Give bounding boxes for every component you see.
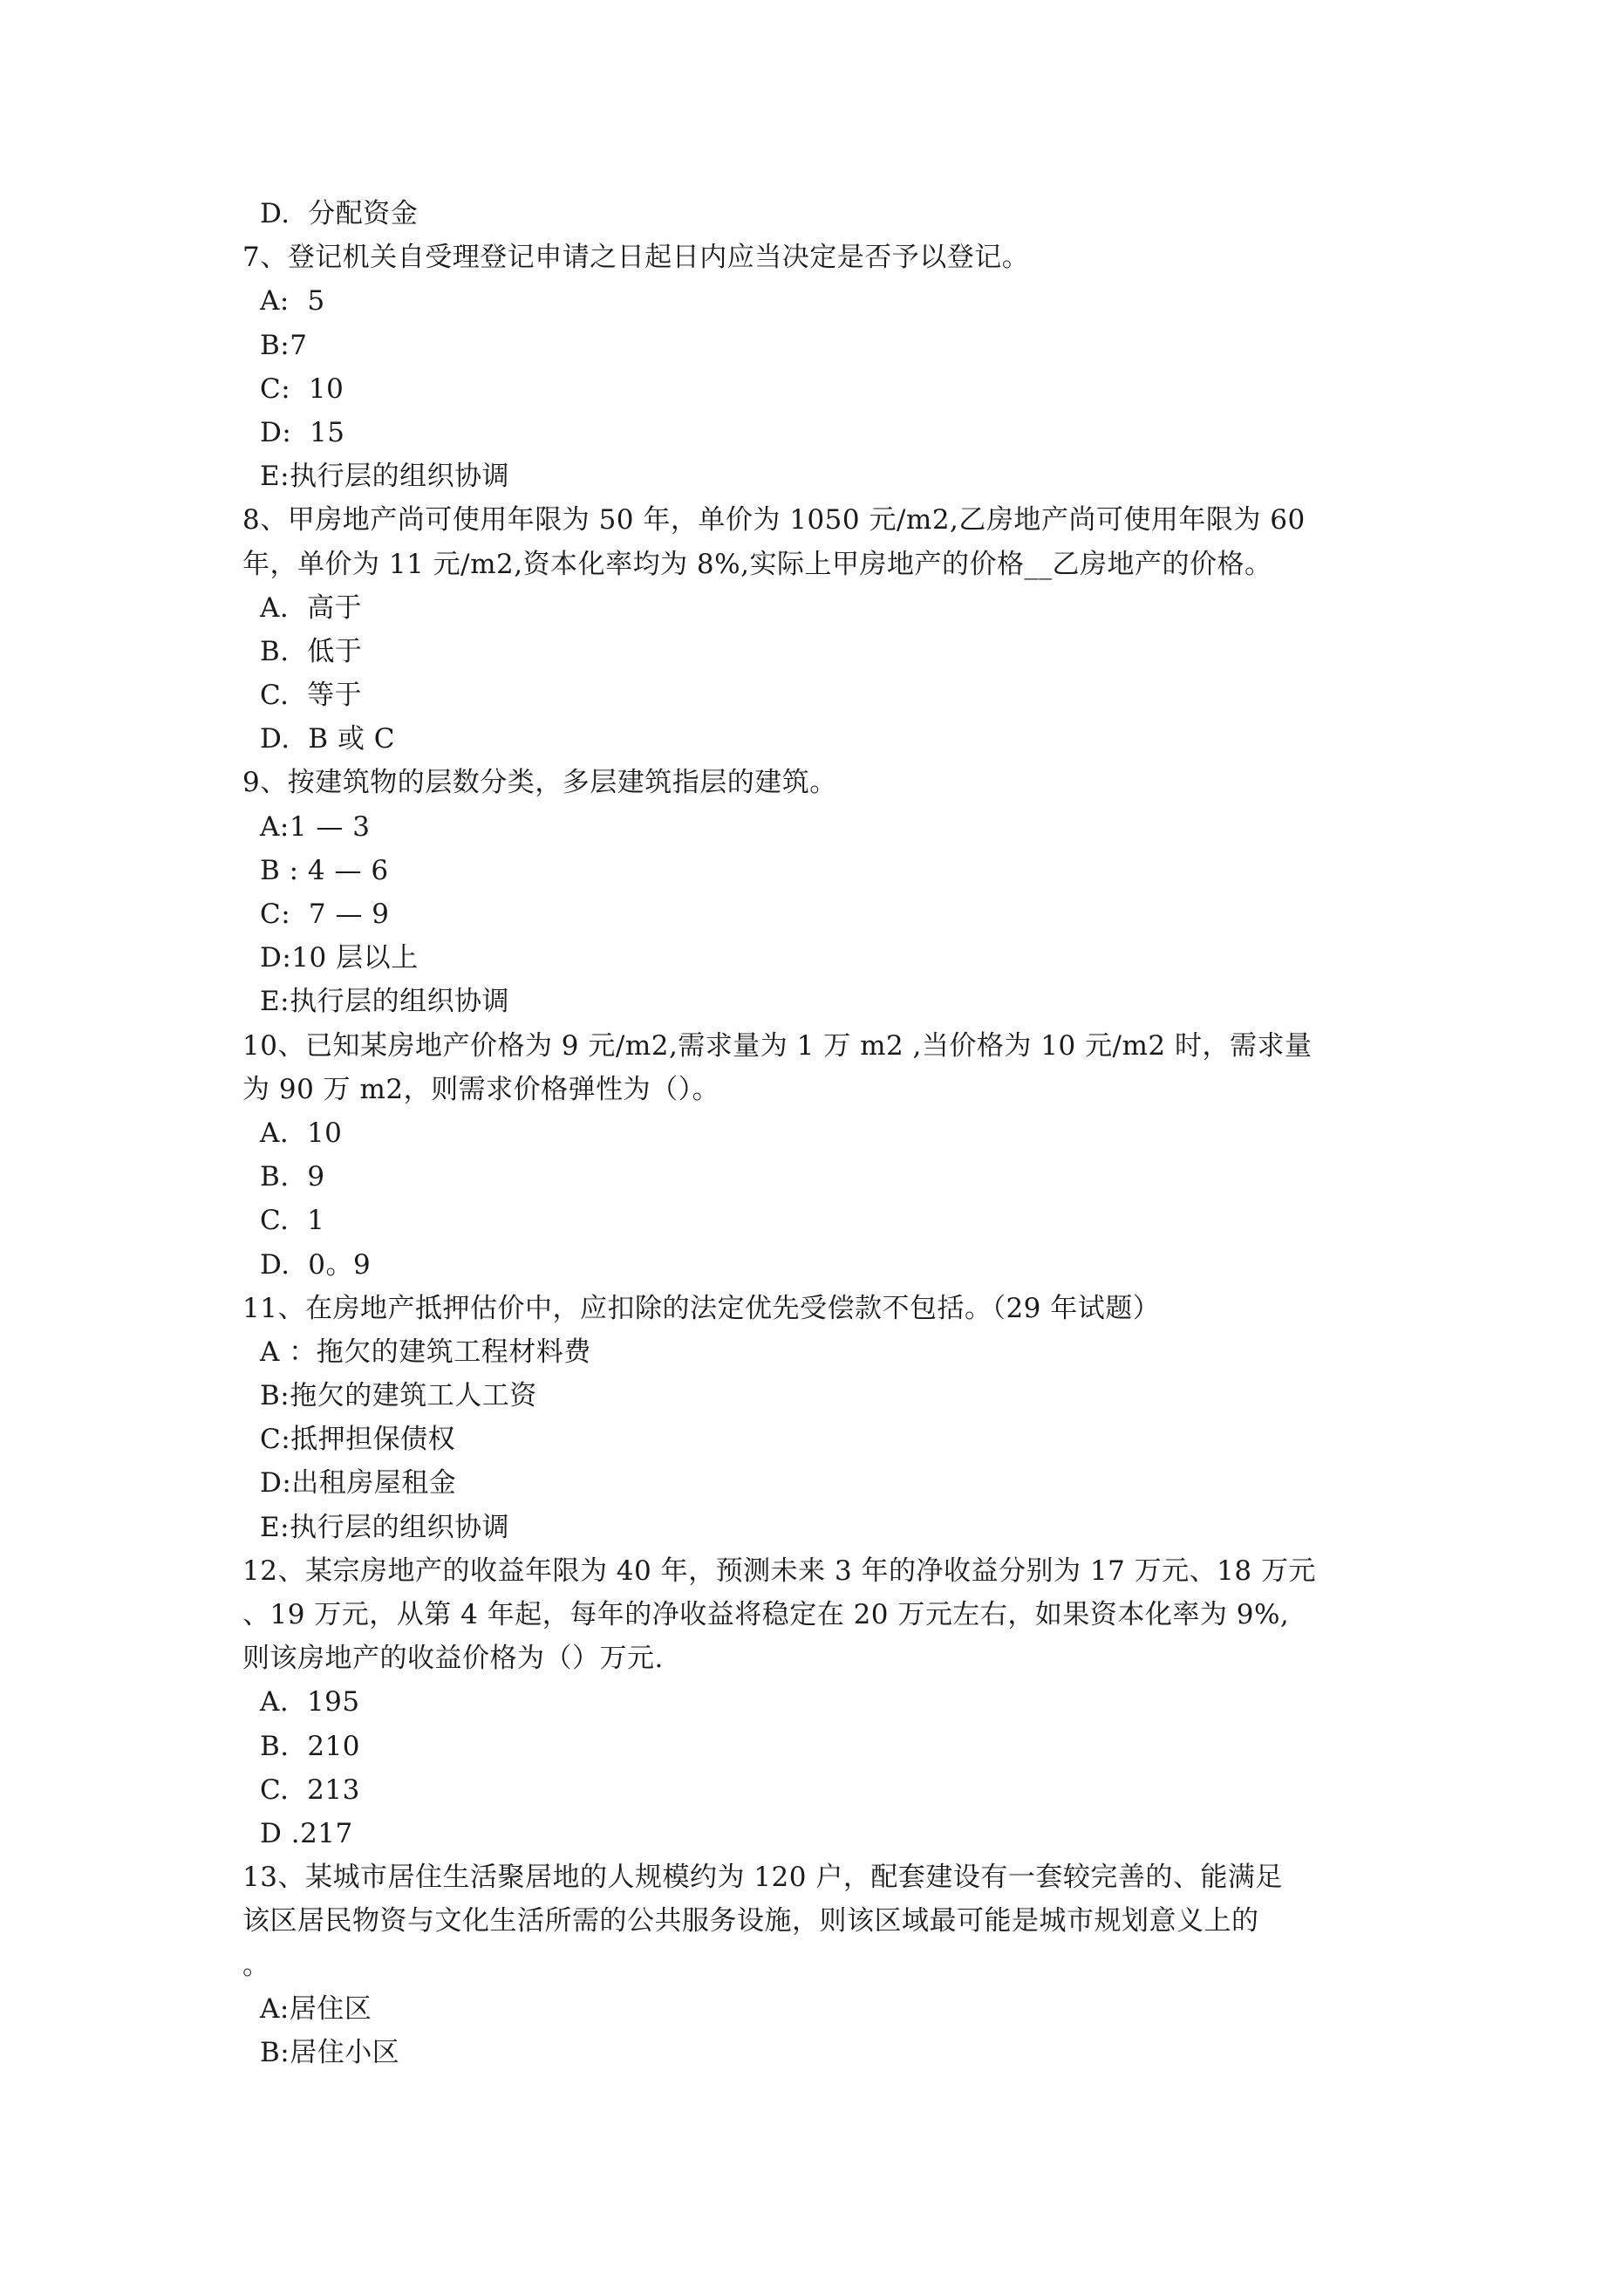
document-body xyxy=(242,192,1411,2074)
question-text-line: 12、某宗房地产的收益年限为 40 年，预测未来 3 年的净收益分别为 17 万元、18 万元 xyxy=(242,1555,1316,1587)
answer-option-line: D. 0。9 xyxy=(260,1248,372,1281)
question-text-line: 13、某城市居住生活聚居地的人规模约为 120 户，配套建设有一套较完善的、能满足 xyxy=(242,1862,1283,1894)
answer-option-line: A ：拖欠的建筑工程材料费 xyxy=(260,1336,591,1368)
answer-option-line: E:执行层的组织协调 xyxy=(260,986,510,1018)
answer-option-line: C. 1 xyxy=(260,1205,325,1237)
answer-option-line: B:拖欠的建筑工人工资 xyxy=(260,1380,537,1412)
answer-option-line: D .217 xyxy=(260,1817,353,1849)
answer-option-line: A:居住区 xyxy=(260,1992,372,2025)
question-text-line: 8、甲房地产尚可使用年限为 50 年，单价为 1050 元/m2,乙房地产尚可使用年限为 60 xyxy=(242,504,1306,536)
answer-option-line: D. B 或 C xyxy=(260,723,396,755)
answer-option-line: D: 15 xyxy=(260,416,345,448)
answer-option-line: B. 9 xyxy=(260,1161,325,1193)
question-text-line: 9、按建筑物的层数分类，多层建筑指层的建筑。 xyxy=(242,767,837,799)
answer-option-line: B:7 xyxy=(260,329,308,361)
answer-option-line: A. 10 xyxy=(260,1117,343,1149)
question-text-line: 10、已知某房地产价格为 9 元/m2,需求量为 1 万 m2 ,当价格为 10 元/m2 时，需求量 xyxy=(242,1029,1313,1062)
question-text-line: 该区居民物资与文化生活所需的公共服务设施，则该区域最可能是城市规划意义上的 xyxy=(242,1905,1259,1937)
answer-option-line: D:10 层以上 xyxy=(260,942,419,974)
question-text-line: 、19 万元，从第 4 年起，每年的净收益将稳定在 20 万元左右，如果资本化率为 9%, xyxy=(242,1599,1290,1630)
answer-option-line: A:1 — 3 xyxy=(260,810,371,843)
answer-option-line: C: 10 xyxy=(260,372,344,405)
question-text-line: 11、在房地产抵押估价中，应扣除的法定优先受偿款不包括。（29 年试题） xyxy=(242,1292,1161,1324)
answer-option-line: A. 高于 xyxy=(260,591,362,624)
answer-option-line: C: 7 — 9 xyxy=(260,899,390,930)
question-text-line: 年，单价为 11 元/m2,资本化率均为 8%,实际上甲房地产的价格__乙房地产的价格。 xyxy=(242,548,1272,580)
question-text-line: 则该房地产的收益价格为（）万元. xyxy=(242,1643,664,1675)
answer-option-line: C. 213 xyxy=(260,1773,360,1806)
answer-option-line: C:抵押担保债权 xyxy=(260,1424,456,1456)
answer-option-line: D:出租房屋租金 xyxy=(260,1467,457,1500)
question-text-line: 为 90 万 m2，则需求价格弹性为（）。 xyxy=(242,1073,720,1105)
answer-option-line: B. 210 xyxy=(260,1730,361,1762)
answer-option-line: D. 分配资金 xyxy=(260,198,419,229)
answer-option-line: B. 低于 xyxy=(260,635,363,667)
answer-option-line: E:执行层的组织协调 xyxy=(260,461,510,493)
answer-option-line: C. 等于 xyxy=(260,680,363,712)
question-text-line: 7、登记机关自受理登记申请之日起日内应当决定是否予以登记。 xyxy=(242,242,1030,274)
answer-option-line: B : 4 — 6 xyxy=(260,854,389,886)
answer-option-line: A. 195 xyxy=(260,1686,360,1719)
answer-option-line: A: 5 xyxy=(260,285,325,318)
answer-option-line: E:执行层的组织协调 xyxy=(260,1511,510,1543)
question-text-line: 。 xyxy=(242,1949,270,1981)
answer-option-line: B:居住小区 xyxy=(260,2036,400,2068)
